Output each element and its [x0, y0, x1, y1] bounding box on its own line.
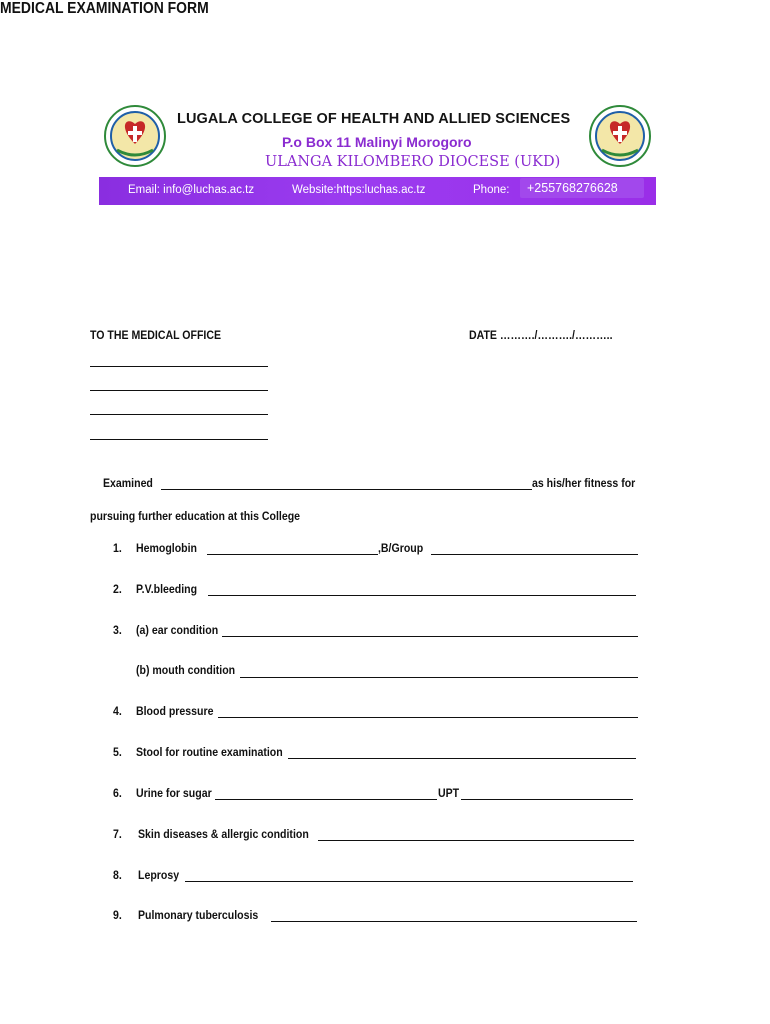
- phone-label: Phone:: [473, 184, 510, 196]
- blood-group-label: ,B/Group: [378, 541, 424, 555]
- tuberculosis-line[interactable]: [271, 921, 637, 922]
- address-line[interactable]: [90, 414, 268, 415]
- item-number: 2.: [113, 582, 122, 596]
- skin-diseases-label: Skin diseases & allergic condition: [138, 827, 309, 841]
- college-name: LUGALA COLLEGE OF HEALTH AND ALLIED SCIENCES: [177, 111, 571, 127]
- item-number: 1.: [113, 541, 122, 555]
- item-number: 9.: [113, 908, 122, 922]
- to-label: TO THE MEDICAL OFFICE: [90, 328, 222, 342]
- address-line[interactable]: [90, 390, 268, 391]
- form-title: MEDICAL EXAMINATION FORM: [0, 0, 209, 17]
- mouth-condition-label: (b) mouth condition: [136, 663, 236, 677]
- hemoglobin-line[interactable]: [207, 554, 378, 555]
- item-number: 8.: [113, 868, 122, 882]
- college-seal-icon: [103, 104, 167, 168]
- upt-label: UPT: [438, 786, 460, 800]
- urine-sugar-label: Urine for sugar: [136, 786, 212, 800]
- diocese-name: ULANGA KILOMBERO DIOCESE (UKD): [265, 154, 561, 170]
- letterhead: [99, 101, 656, 205]
- contact-band: [99, 177, 656, 205]
- ear-condition-label: (a) ear condition: [136, 623, 219, 637]
- pv-bleeding-label: P.V.bleeding: [136, 582, 198, 596]
- hemoglobin-label: Hemoglobin: [136, 541, 198, 555]
- item-number: 7.: [113, 827, 122, 841]
- date-label: DATE ………./………./………..: [469, 328, 613, 342]
- pursuing-text: pursuing further education at this College: [90, 509, 301, 523]
- mouth-condition-line[interactable]: [240, 677, 638, 678]
- examined-name-line[interactable]: [161, 489, 532, 490]
- address-line[interactable]: [90, 366, 268, 367]
- fitness-text: as his/her fitness for: [532, 476, 636, 490]
- website-text: Website:https:luchas.ac.tz: [292, 184, 426, 196]
- blood-group-line[interactable]: [431, 554, 638, 555]
- item-number: 3.: [113, 623, 122, 637]
- skin-diseases-line[interactable]: [318, 840, 634, 841]
- blood-pressure-label: Blood pressure: [136, 704, 214, 718]
- leprosy-line[interactable]: [185, 881, 633, 882]
- stool-label: Stool for routine examination: [136, 745, 283, 759]
- upt-line[interactable]: [461, 799, 633, 800]
- item-number: 4.: [113, 704, 122, 718]
- leprosy-label: Leprosy: [138, 868, 180, 882]
- ear-condition-line[interactable]: [222, 636, 638, 637]
- urine-sugar-line[interactable]: [215, 799, 437, 800]
- blood-pressure-line[interactable]: [218, 717, 638, 718]
- item-number: 5.: [113, 745, 122, 759]
- address-line[interactable]: [90, 439, 268, 440]
- pv-bleeding-line[interactable]: [208, 595, 636, 596]
- stool-line[interactable]: [288, 758, 636, 759]
- email-text: Email: info@luchas.ac.tz: [128, 184, 255, 196]
- college-seal-icon: [588, 104, 652, 168]
- examined-label: Examined: [103, 476, 153, 490]
- tuberculosis-label: Pulmonary tuberculosis: [138, 908, 259, 922]
- phone-number: +255768276628: [527, 181, 618, 195]
- item-number: 6.: [113, 786, 122, 800]
- postal-address: P.o Box 11 Malinyi Morogoro: [282, 134, 472, 150]
